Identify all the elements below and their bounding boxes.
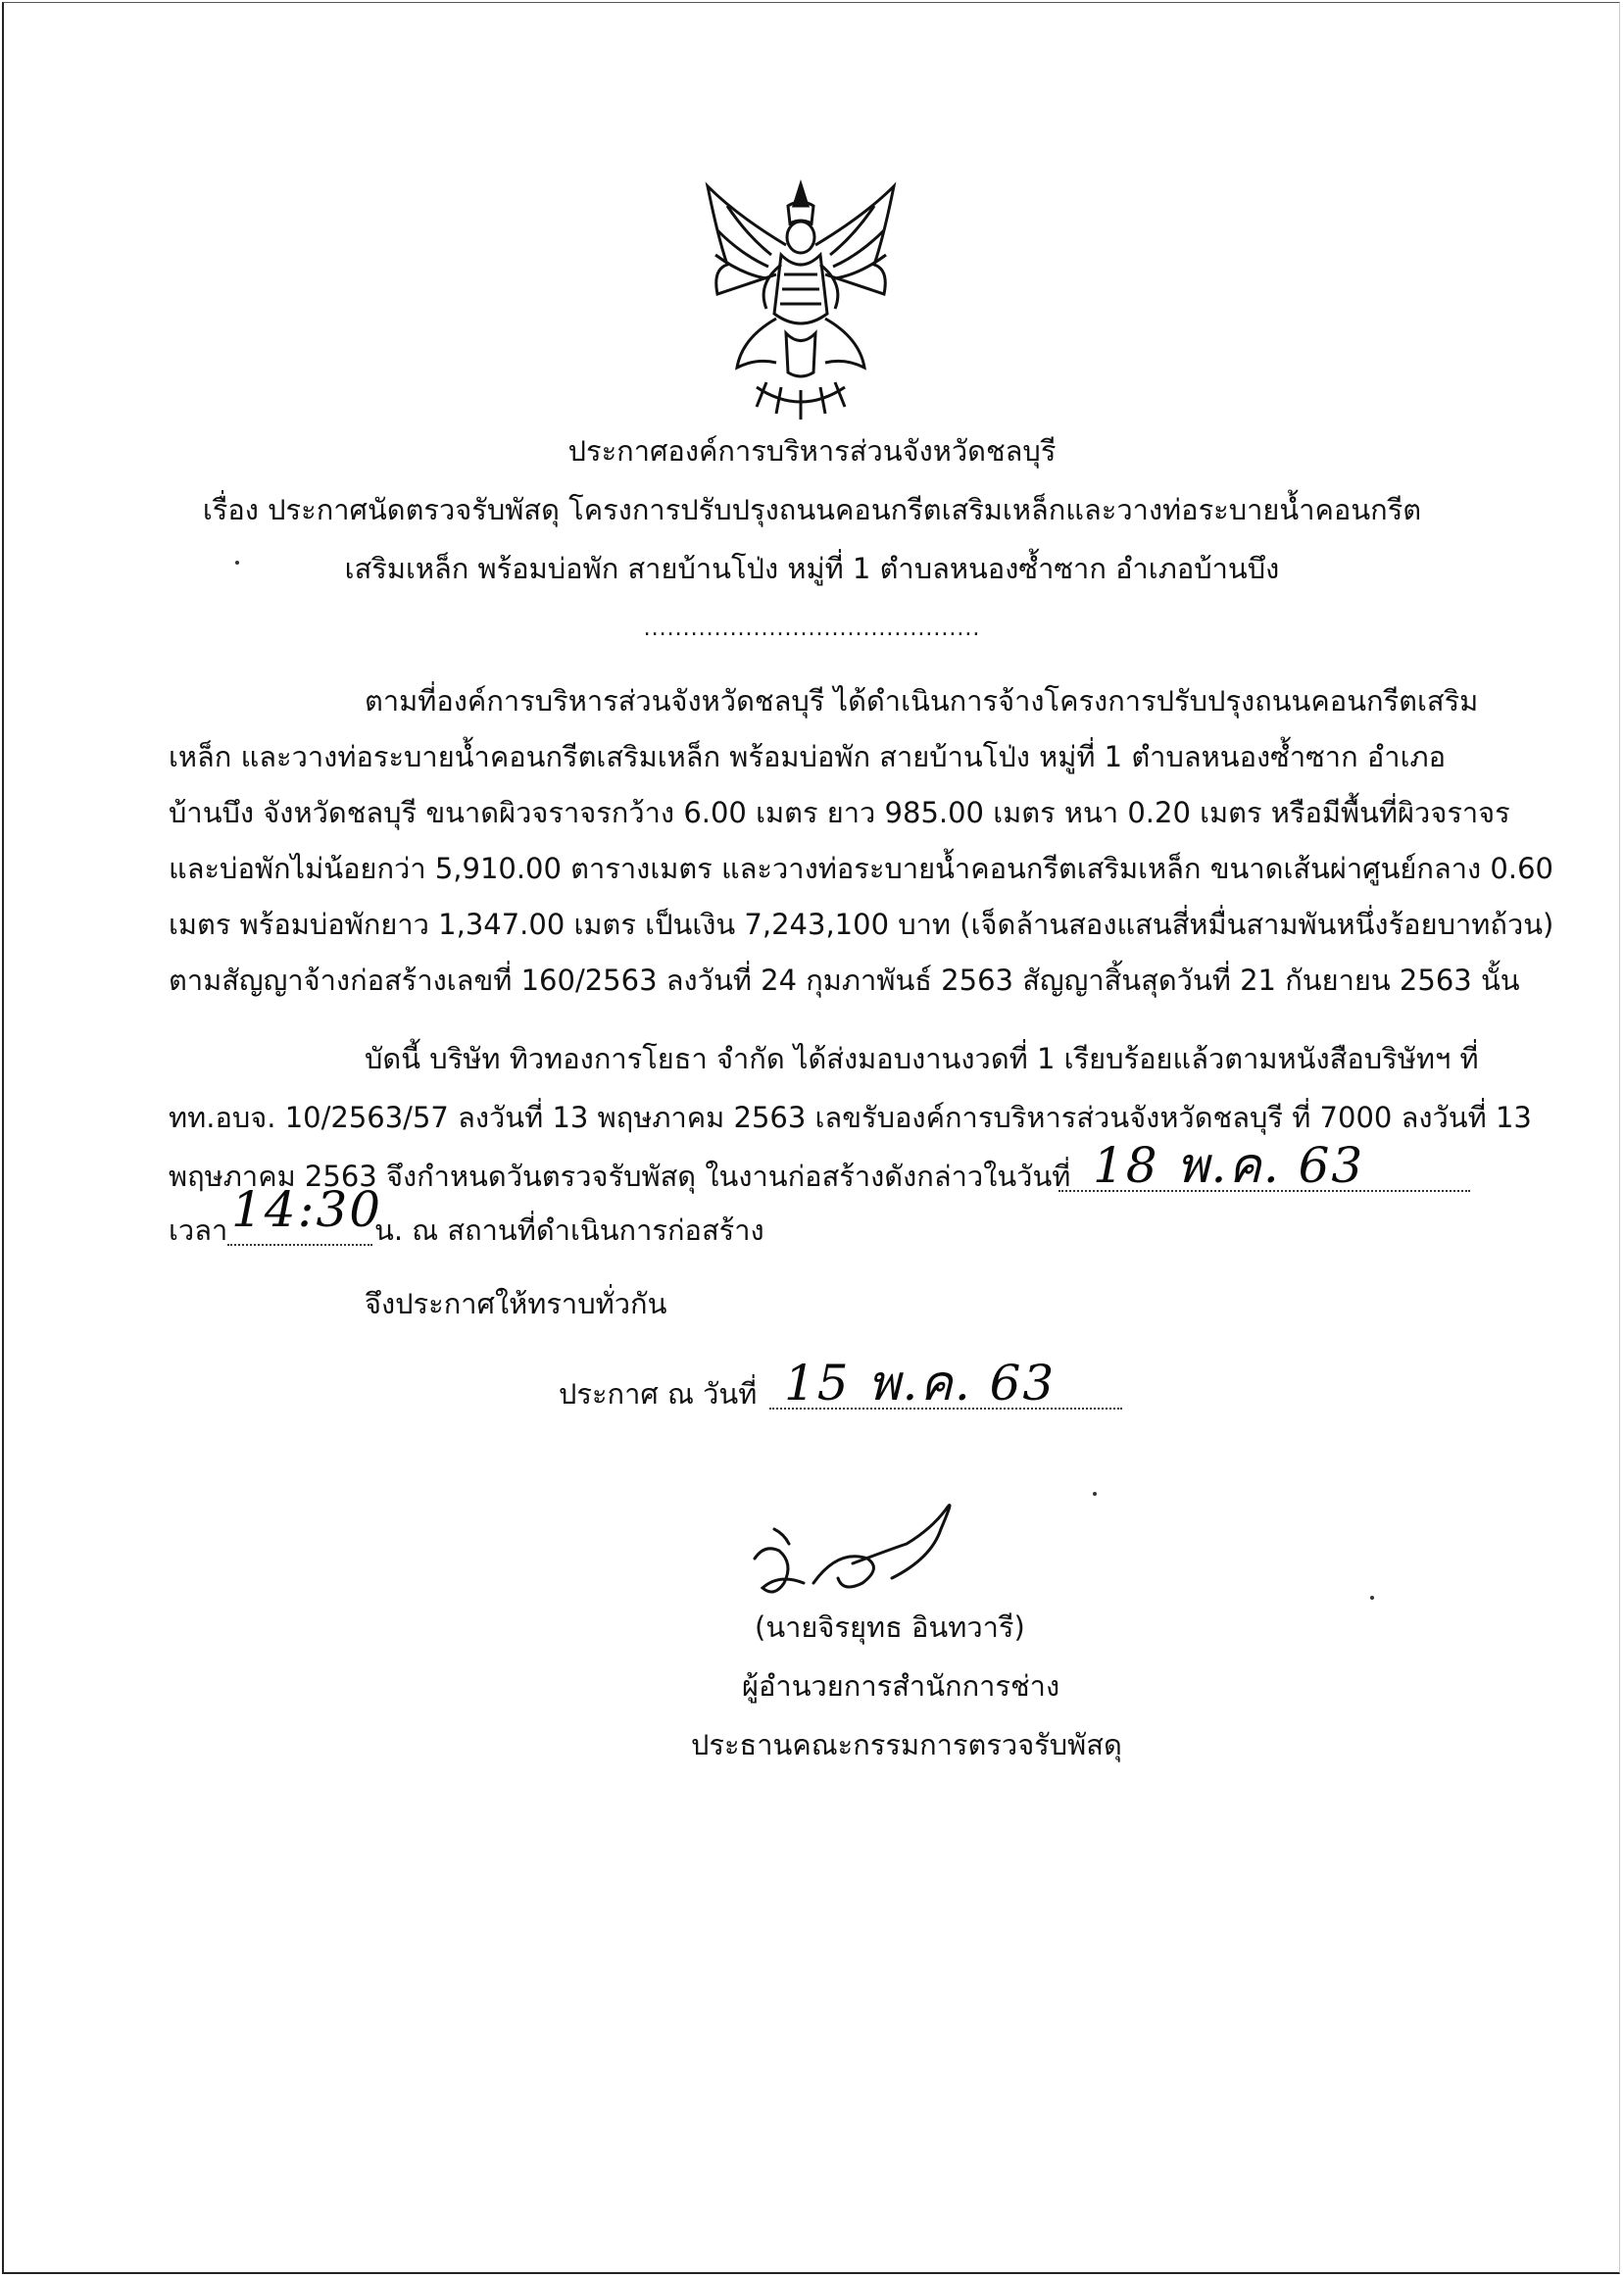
scan-speck bbox=[235, 561, 239, 565]
time-suffix: น. ณ สถานที่ดำเนินการก่อสร้าง bbox=[374, 1213, 764, 1247]
para1-line-3: บ้านบึง จังหวัดชลบุรี ขนาดผิวจราจรกว้าง 6.00 เมตร ยาว 985.00 เมตร หนา 0.20 เมตร หรือมีพื้นที่ผิวจราจร bbox=[169, 796, 1510, 829]
signatory-role: ประธานคณะกรรมการตรวจรับพัสดุ bbox=[691, 1728, 1122, 1761]
announce-date-handwritten: 15 พ.ค. 63 bbox=[784, 1355, 1057, 1411]
para2-line-3: พฤษภาคม 2563 จึงกำหนดวันตรวจรับพัสดุ ในงานก่อสร้างดังกล่าวในวันที่ bbox=[169, 1160, 1071, 1193]
signatory-name: (นายจิรยุทธ อินทวารี) bbox=[755, 1610, 1025, 1644]
separator: ........................................... bbox=[643, 617, 981, 641]
para1-line-1: ตามที่องค์การบริหารส่วนจังหวัดชลบุรี ได้ดำเนินการจ้างโครงการปรับปรุงถนนคอนกรีตเสริม bbox=[365, 684, 1479, 718]
para1-line-4: และบ่อพักไม่น้อยกว่า 5,910.00 ตารางเมตร และวางท่อระบายน้ำคอนกรีตเสริมเหล็ก ขนาดเส้นผ่าศูนย์กลาง 0.60 bbox=[169, 852, 1553, 885]
para1-line-2: เหล็ก และวางท่อระบายน้ำคอนกรีตเสริมเหล็ก พร้อมบ่อพัก สายบ้านโป่ง หมู่ที่ 1 ตำบลหนองซ้ำซาก อำเภอ bbox=[169, 740, 1447, 773]
scan-speck bbox=[1370, 1596, 1374, 1600]
date-prefix: ประกาศ ณ วันที่ bbox=[559, 1377, 758, 1411]
subject-line-2: เสริมเหล็ก พร้อมบ่อพัก สายบ้านโป่ง หมู่ที่ 1 ตำบลหนองซ้ำซาก อำเภอบ้านบึง bbox=[344, 552, 1280, 585]
inspection-date-handwritten: 18 พ.ค. 63 bbox=[1093, 1137, 1365, 1194]
time-prefix: เวลา bbox=[169, 1213, 228, 1247]
para2-line-2: ทท.อบจ. 10/2563/57 ลงวันที่ 13 พฤษภาคม 2563 เลขรับองค์การบริหารส่วนจังหวัดชลบุรี ที่ 7000 ลงวันที่ 13 bbox=[169, 1101, 1532, 1134]
announce-text: จึงประกาศให้ทราบทั่วกัน bbox=[365, 1287, 667, 1320]
garuda-emblem bbox=[698, 176, 904, 421]
subject-line-1: เรื่อง ประกาศนัดตรวจรับพัสดุ โครงการปรับปรุงถนนคอนกรีตเสริมเหล็กและวางท่อระบายน้ำคอนกรีต bbox=[202, 493, 1422, 526]
para1-line-6: ตามสัญญาจ้างก่อสร้างเลขที่ 160/2563 ลงวันที่ 24 กุมภาพันธ์ 2563 สัญญาสิ้นสุดวันที่ 21 กันยายน 2563 นั้น bbox=[169, 964, 1520, 997]
para1-line-5: เมตร พร้อมบ่อพักยาว 1,347.00 เมตร เป็นเงิน 7,243,100 บาท (เจ็ดล้านสองแสนสี่หมื่นสามพันหนึ่งร้อยบาทถ้วน) bbox=[169, 908, 1554, 941]
agency-heading: ประกาศองค์การบริหารส่วนจังหวัดชลบุรี bbox=[567, 434, 1057, 468]
signatory-position: ผู้อำนวยการสำนักการช่าง bbox=[742, 1669, 1060, 1703]
scan-speck bbox=[1093, 1492, 1097, 1496]
inspection-time-handwritten: 14:30 bbox=[231, 1181, 383, 1238]
para2-line-1: บัดนี้ บริษัท ทิวทองการโยธา จำกัด ได้ส่งมอบงานงวดที่ 1 เรียบร้อยแล้วตามหนังสือบริษัทฯ ที่ bbox=[365, 1042, 1479, 1075]
signature bbox=[745, 1490, 1000, 1608]
